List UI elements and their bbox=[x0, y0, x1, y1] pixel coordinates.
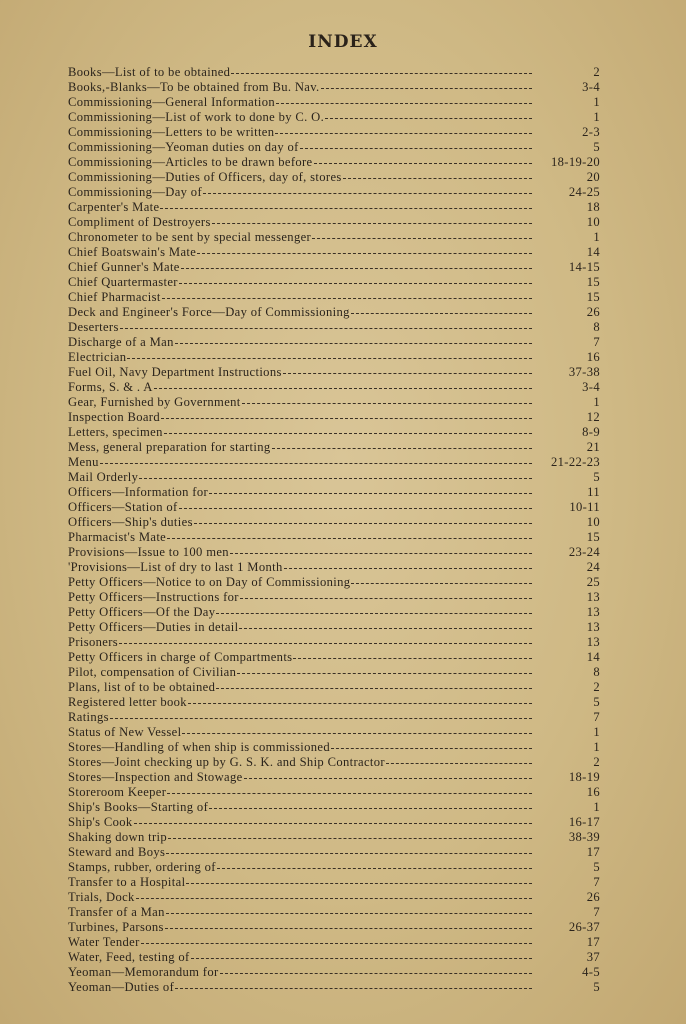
entry-label: Commissioning—Articles to be drawn before bbox=[68, 155, 313, 169]
entry-page-number: 1 bbox=[593, 395, 600, 409]
index-entry bbox=[68, 275, 600, 290]
entry-label: Petty Officers in charge of Compartments bbox=[68, 650, 293, 664]
entry-label: Ratings bbox=[68, 710, 109, 724]
index-entry bbox=[68, 710, 600, 725]
page-title: INDEX bbox=[308, 32, 378, 52]
dot-leader bbox=[120, 327, 532, 329]
dot-leader bbox=[194, 522, 532, 524]
dot-leader bbox=[209, 492, 532, 494]
entry-label: Officers—Ship's duties bbox=[68, 515, 193, 529]
entry-label: Petty Officers—Of the Day bbox=[68, 605, 216, 619]
entry-label: Provisions—Issue to 100 men bbox=[68, 545, 229, 559]
entry-page-number: 15 bbox=[586, 275, 600, 289]
dot-leader bbox=[272, 447, 533, 449]
index-entry bbox=[68, 740, 600, 755]
dot-leader bbox=[240, 597, 532, 599]
dot-leader bbox=[134, 822, 532, 824]
dot-leader bbox=[110, 717, 532, 719]
index-entry bbox=[68, 350, 600, 365]
dot-leader bbox=[164, 432, 532, 434]
index-entry bbox=[68, 365, 600, 380]
dot-leader bbox=[220, 972, 532, 974]
entry-page-number: 1 bbox=[593, 95, 600, 109]
entry-page-number: 23-24 bbox=[568, 545, 600, 559]
index-entry bbox=[68, 170, 600, 185]
entry-label: Transfer of a Man bbox=[68, 905, 165, 919]
entry-page-number: 18 bbox=[586, 200, 600, 214]
index-entry bbox=[68, 485, 600, 500]
entry-page-number: 7 bbox=[593, 875, 600, 889]
index-entry bbox=[68, 140, 600, 155]
entry-label: Gear, Furnished by Government bbox=[68, 395, 241, 409]
index-entry bbox=[68, 785, 600, 800]
dot-leader bbox=[275, 132, 532, 134]
index-entry bbox=[68, 65, 600, 80]
entry-label: Mail Orderly bbox=[68, 470, 139, 484]
dot-leader bbox=[209, 807, 532, 809]
entry-page-number: 5 bbox=[593, 695, 600, 709]
entry-label: Yeoman—Duties of bbox=[68, 980, 175, 994]
entry-label: Fuel Oil, Navy Department Instructions bbox=[68, 365, 282, 379]
dot-leader bbox=[160, 207, 532, 209]
entry-page-number: 2-3 bbox=[582, 125, 600, 139]
index-entry bbox=[68, 875, 600, 890]
dot-leader bbox=[141, 942, 532, 944]
index-entry bbox=[68, 890, 600, 905]
entry-label: Chief Quartermaster bbox=[68, 275, 178, 289]
index-entry bbox=[68, 980, 600, 995]
entry-page-number: 16 bbox=[586, 350, 600, 364]
index-entry bbox=[68, 470, 600, 485]
index-entry bbox=[68, 305, 600, 320]
dot-leader bbox=[203, 192, 532, 194]
index-entry bbox=[68, 860, 600, 875]
index-entry bbox=[68, 800, 600, 815]
index-entry bbox=[68, 215, 600, 230]
entry-page-number: 8 bbox=[593, 320, 600, 334]
entry-label: Stamps, rubber, ordering of bbox=[68, 860, 216, 874]
entry-page-number: 24-25 bbox=[568, 185, 600, 199]
entry-page-number: 1 bbox=[593, 740, 600, 754]
dot-leader bbox=[321, 87, 532, 89]
index-entry bbox=[68, 590, 600, 605]
index-entry bbox=[68, 500, 600, 515]
entry-label: Transfer to a Hospital bbox=[68, 875, 186, 889]
entry-label: Water, Feed, testing of bbox=[68, 950, 190, 964]
entry-page-number: 5 bbox=[593, 470, 600, 484]
entry-label: Chief Gunner's Mate bbox=[68, 260, 180, 274]
entry-label: Petty Officers—Notice to on Day of Commissioning bbox=[68, 575, 351, 589]
dot-leader bbox=[242, 402, 532, 404]
dot-leader bbox=[175, 342, 532, 344]
dot-leader bbox=[136, 897, 532, 899]
entry-label: Commissioning—Day of bbox=[68, 185, 202, 199]
index-entry bbox=[68, 545, 600, 560]
entry-page-number: 13 bbox=[586, 590, 600, 604]
dot-leader bbox=[181, 267, 532, 269]
entry-label: Pilot, compensation of Civilian bbox=[68, 665, 237, 679]
entry-label: Turbines, Parsons bbox=[68, 920, 164, 934]
index-list bbox=[68, 65, 600, 995]
index-entry bbox=[68, 635, 600, 650]
entry-page-number: 5 bbox=[593, 140, 600, 154]
entry-label: Petty Officers—Instructions for bbox=[68, 590, 239, 604]
index-entry bbox=[68, 755, 600, 770]
entry-page-number: 18-19-20 bbox=[551, 155, 600, 169]
entry-page-number: 1 bbox=[593, 110, 600, 124]
index-entry bbox=[68, 125, 600, 140]
entry-page-number: 8-9 bbox=[582, 425, 600, 439]
dot-leader bbox=[217, 867, 532, 869]
index-entry bbox=[68, 650, 600, 665]
entry-label: Stores—Joint checking up by G. S. K. and Ship Contractor bbox=[68, 755, 385, 769]
entry-page-number: 38-39 bbox=[568, 830, 600, 844]
entry-page-number: 2 bbox=[593, 755, 600, 769]
index-entry bbox=[68, 695, 600, 710]
dot-leader bbox=[167, 537, 532, 539]
dot-leader bbox=[166, 852, 532, 854]
dot-leader bbox=[312, 237, 532, 239]
entry-page-number: 11 bbox=[587, 485, 600, 499]
dot-leader bbox=[188, 702, 532, 704]
entry-page-number: 10 bbox=[586, 515, 600, 529]
entry-page-number: 21 bbox=[586, 440, 600, 454]
entry-page-number: 1 bbox=[593, 800, 600, 814]
index-entry bbox=[68, 395, 600, 410]
entry-page-number: 1 bbox=[593, 725, 600, 739]
dot-leader bbox=[212, 222, 532, 224]
entry-page-number: 16-17 bbox=[568, 815, 600, 829]
entry-page-number: 5 bbox=[593, 980, 600, 994]
entry-label: Commissioning—List of work to done by C. O. bbox=[68, 110, 325, 124]
entry-label: Forms, S. & . A bbox=[68, 380, 153, 394]
index-entry bbox=[68, 380, 600, 395]
entry-label: Stores—Inspection and Stowage bbox=[68, 770, 243, 784]
index-entry bbox=[68, 725, 600, 740]
entry-page-number: 17 bbox=[586, 845, 600, 859]
entry-page-number: 1 bbox=[593, 230, 600, 244]
entry-page-number: 14-15 bbox=[568, 260, 600, 274]
entry-page-number: 21-22-23 bbox=[551, 455, 600, 469]
index-entry bbox=[68, 845, 600, 860]
index-entry bbox=[68, 335, 600, 350]
dot-leader bbox=[186, 882, 532, 884]
dot-leader bbox=[293, 657, 532, 659]
entry-page-number: 37-38 bbox=[568, 365, 600, 379]
entry-page-number: 2 bbox=[593, 65, 600, 79]
entry-page-number: 25 bbox=[586, 575, 600, 589]
index-entry bbox=[68, 560, 600, 575]
dot-leader bbox=[343, 177, 532, 179]
index-entry bbox=[68, 410, 600, 425]
entry-page-number: 7 bbox=[593, 335, 600, 349]
entry-label: Menu bbox=[68, 455, 99, 469]
entry-label: Chief Boatswain's Mate bbox=[68, 245, 197, 259]
dot-leader bbox=[231, 72, 532, 74]
index-entry bbox=[68, 260, 600, 275]
entry-page-number: 10-11 bbox=[569, 500, 600, 514]
dot-leader bbox=[191, 957, 532, 959]
index-entry bbox=[68, 80, 600, 95]
dot-leader bbox=[139, 477, 532, 479]
dot-leader bbox=[216, 687, 532, 689]
dot-leader bbox=[239, 627, 532, 629]
entry-page-number: 37 bbox=[586, 950, 600, 964]
entry-page-number: 26-37 bbox=[568, 920, 600, 934]
entry-label: Trials, Dock bbox=[68, 890, 135, 904]
index-entry bbox=[68, 620, 600, 635]
entry-label: Electrician bbox=[68, 350, 127, 364]
index-entry bbox=[68, 110, 600, 125]
index-entry bbox=[68, 605, 600, 620]
index-entry bbox=[68, 515, 600, 530]
index-entry bbox=[68, 950, 600, 965]
dot-leader bbox=[100, 462, 532, 464]
entry-page-number: 15 bbox=[586, 290, 600, 304]
entry-label: Water Tender bbox=[68, 935, 140, 949]
dot-leader bbox=[386, 762, 532, 764]
entry-page-number: 17 bbox=[586, 935, 600, 949]
entry-label: Commissioning—Yeoman duties on day of bbox=[68, 140, 299, 154]
entry-page-number: 5 bbox=[593, 860, 600, 874]
index-entry bbox=[68, 95, 600, 110]
entry-label: Letters, specimen bbox=[68, 425, 163, 439]
entry-page-number: 24 bbox=[586, 560, 600, 574]
dot-leader bbox=[276, 102, 532, 104]
entry-label: Discharge of a Man bbox=[68, 335, 174, 349]
dot-leader bbox=[182, 732, 532, 734]
index-entry bbox=[68, 530, 600, 545]
entry-page-number: 13 bbox=[586, 605, 600, 619]
dot-leader bbox=[237, 672, 532, 674]
entry-page-number: 12 bbox=[586, 410, 600, 424]
dot-leader bbox=[216, 612, 532, 614]
index-entry bbox=[68, 965, 600, 980]
dot-leader bbox=[161, 417, 532, 419]
dot-leader bbox=[197, 252, 532, 254]
dot-leader bbox=[167, 792, 532, 794]
entry-label: Yeoman—Memorandum for bbox=[68, 965, 219, 979]
dot-leader bbox=[168, 837, 532, 839]
entry-page-number: 2 bbox=[593, 680, 600, 694]
index-entry bbox=[68, 155, 600, 170]
dot-leader bbox=[283, 372, 532, 374]
entry-page-number: 13 bbox=[586, 620, 600, 634]
index-entry bbox=[68, 230, 600, 245]
index-entry bbox=[68, 185, 600, 200]
index-entry bbox=[68, 290, 600, 305]
dot-leader bbox=[244, 777, 532, 779]
dot-leader bbox=[165, 927, 532, 929]
entry-label: Inspection Board bbox=[68, 410, 160, 424]
entry-page-number: 15 bbox=[586, 530, 600, 544]
entry-label: Compliment of Destroyers bbox=[68, 215, 211, 229]
index-entry bbox=[68, 665, 600, 680]
index-entry bbox=[68, 455, 600, 470]
entry-label: Steward and Boys bbox=[68, 845, 166, 859]
entry-page-number: 3-4 bbox=[582, 80, 600, 94]
index-entry bbox=[68, 320, 600, 335]
entry-label: Deserters bbox=[68, 320, 119, 334]
entry-label: Mess, general preparation for starting bbox=[68, 440, 271, 454]
index-entry bbox=[68, 935, 600, 950]
entry-label: Prisoners bbox=[68, 635, 119, 649]
entry-page-number: 3-4 bbox=[582, 380, 600, 394]
entry-label: Status of New Vessel bbox=[68, 725, 182, 739]
entry-label: Officers—Station of bbox=[68, 500, 178, 514]
entry-page-number: 4-5 bbox=[582, 965, 600, 979]
entry-label: Ship's Books—Starting of bbox=[68, 800, 209, 814]
dot-leader bbox=[284, 567, 532, 569]
index-entry bbox=[68, 245, 600, 260]
entry-page-number: 7 bbox=[593, 905, 600, 919]
dot-leader bbox=[300, 147, 532, 149]
dot-leader bbox=[179, 282, 532, 284]
entry-label: Petty Officers—Duties in detail bbox=[68, 620, 239, 634]
entry-label: Registered letter book bbox=[68, 695, 187, 709]
entry-label: Pharmacist's Mate bbox=[68, 530, 167, 544]
index-entry bbox=[68, 905, 600, 920]
entry-label: Stores—Handling of when ship is commissioned bbox=[68, 740, 331, 754]
dot-leader bbox=[119, 642, 532, 644]
entry-page-number: 26 bbox=[586, 890, 600, 904]
dot-leader bbox=[175, 987, 532, 989]
dot-leader bbox=[162, 297, 532, 299]
entry-label: Books—List of to be obtained bbox=[68, 65, 231, 79]
entry-page-number: 13 bbox=[586, 635, 600, 649]
entry-label: Carpenter's Mate bbox=[68, 200, 160, 214]
index-entry bbox=[68, 920, 600, 935]
dot-leader bbox=[325, 117, 532, 119]
index-entry bbox=[68, 425, 600, 440]
entry-label: Officers—Information for bbox=[68, 485, 209, 499]
entry-label: Books,-Blanks—To be obtained from Bu. Nav. bbox=[68, 80, 320, 94]
dot-leader bbox=[166, 912, 532, 914]
entry-page-number: 7 bbox=[593, 710, 600, 724]
dot-leader bbox=[331, 747, 532, 749]
entry-label: 'Provisions—List of dry to last 1 Month bbox=[68, 560, 283, 574]
entry-label: Chief Pharmacist bbox=[68, 290, 161, 304]
dot-leader bbox=[351, 312, 532, 314]
dot-leader bbox=[154, 387, 532, 389]
index-entry bbox=[68, 770, 600, 785]
entry-label: Ship's Cook bbox=[68, 815, 133, 829]
entry-label: Shaking down trip bbox=[68, 830, 168, 844]
entry-label: Commissioning—General Information bbox=[68, 95, 276, 109]
index-entry bbox=[68, 680, 600, 695]
entry-page-number: 18-19 bbox=[568, 770, 600, 784]
dot-leader bbox=[351, 582, 532, 584]
entry-page-number: 16 bbox=[586, 785, 600, 799]
index-entry bbox=[68, 575, 600, 590]
index-entry bbox=[68, 815, 600, 830]
dot-leader bbox=[230, 552, 532, 554]
entry-page-number: 14 bbox=[586, 245, 600, 259]
entry-page-number: 8 bbox=[593, 665, 600, 679]
index-entry bbox=[68, 830, 600, 845]
dot-leader bbox=[314, 162, 533, 164]
dot-leader bbox=[179, 507, 532, 509]
entry-page-number: 26 bbox=[586, 305, 600, 319]
entry-page-number: 10 bbox=[586, 215, 600, 229]
entry-page-number: 20 bbox=[586, 170, 600, 184]
index-entry bbox=[68, 200, 600, 215]
dot-leader bbox=[127, 357, 532, 359]
entry-label: Plans, list of to be obtained bbox=[68, 680, 216, 694]
index-entry bbox=[68, 440, 600, 455]
entry-label: Storeroom Keeper bbox=[68, 785, 167, 799]
entry-label: Chronometer to be sent by special messenger bbox=[68, 230, 312, 244]
entry-page-number: 14 bbox=[586, 650, 600, 664]
entry-label: Commissioning—Letters to be written bbox=[68, 125, 275, 139]
entry-label: Deck and Engineer's Force—Day of Commissioning bbox=[68, 305, 350, 319]
entry-label: Commissioning—Duties of Officers, day of, stores bbox=[68, 170, 342, 184]
